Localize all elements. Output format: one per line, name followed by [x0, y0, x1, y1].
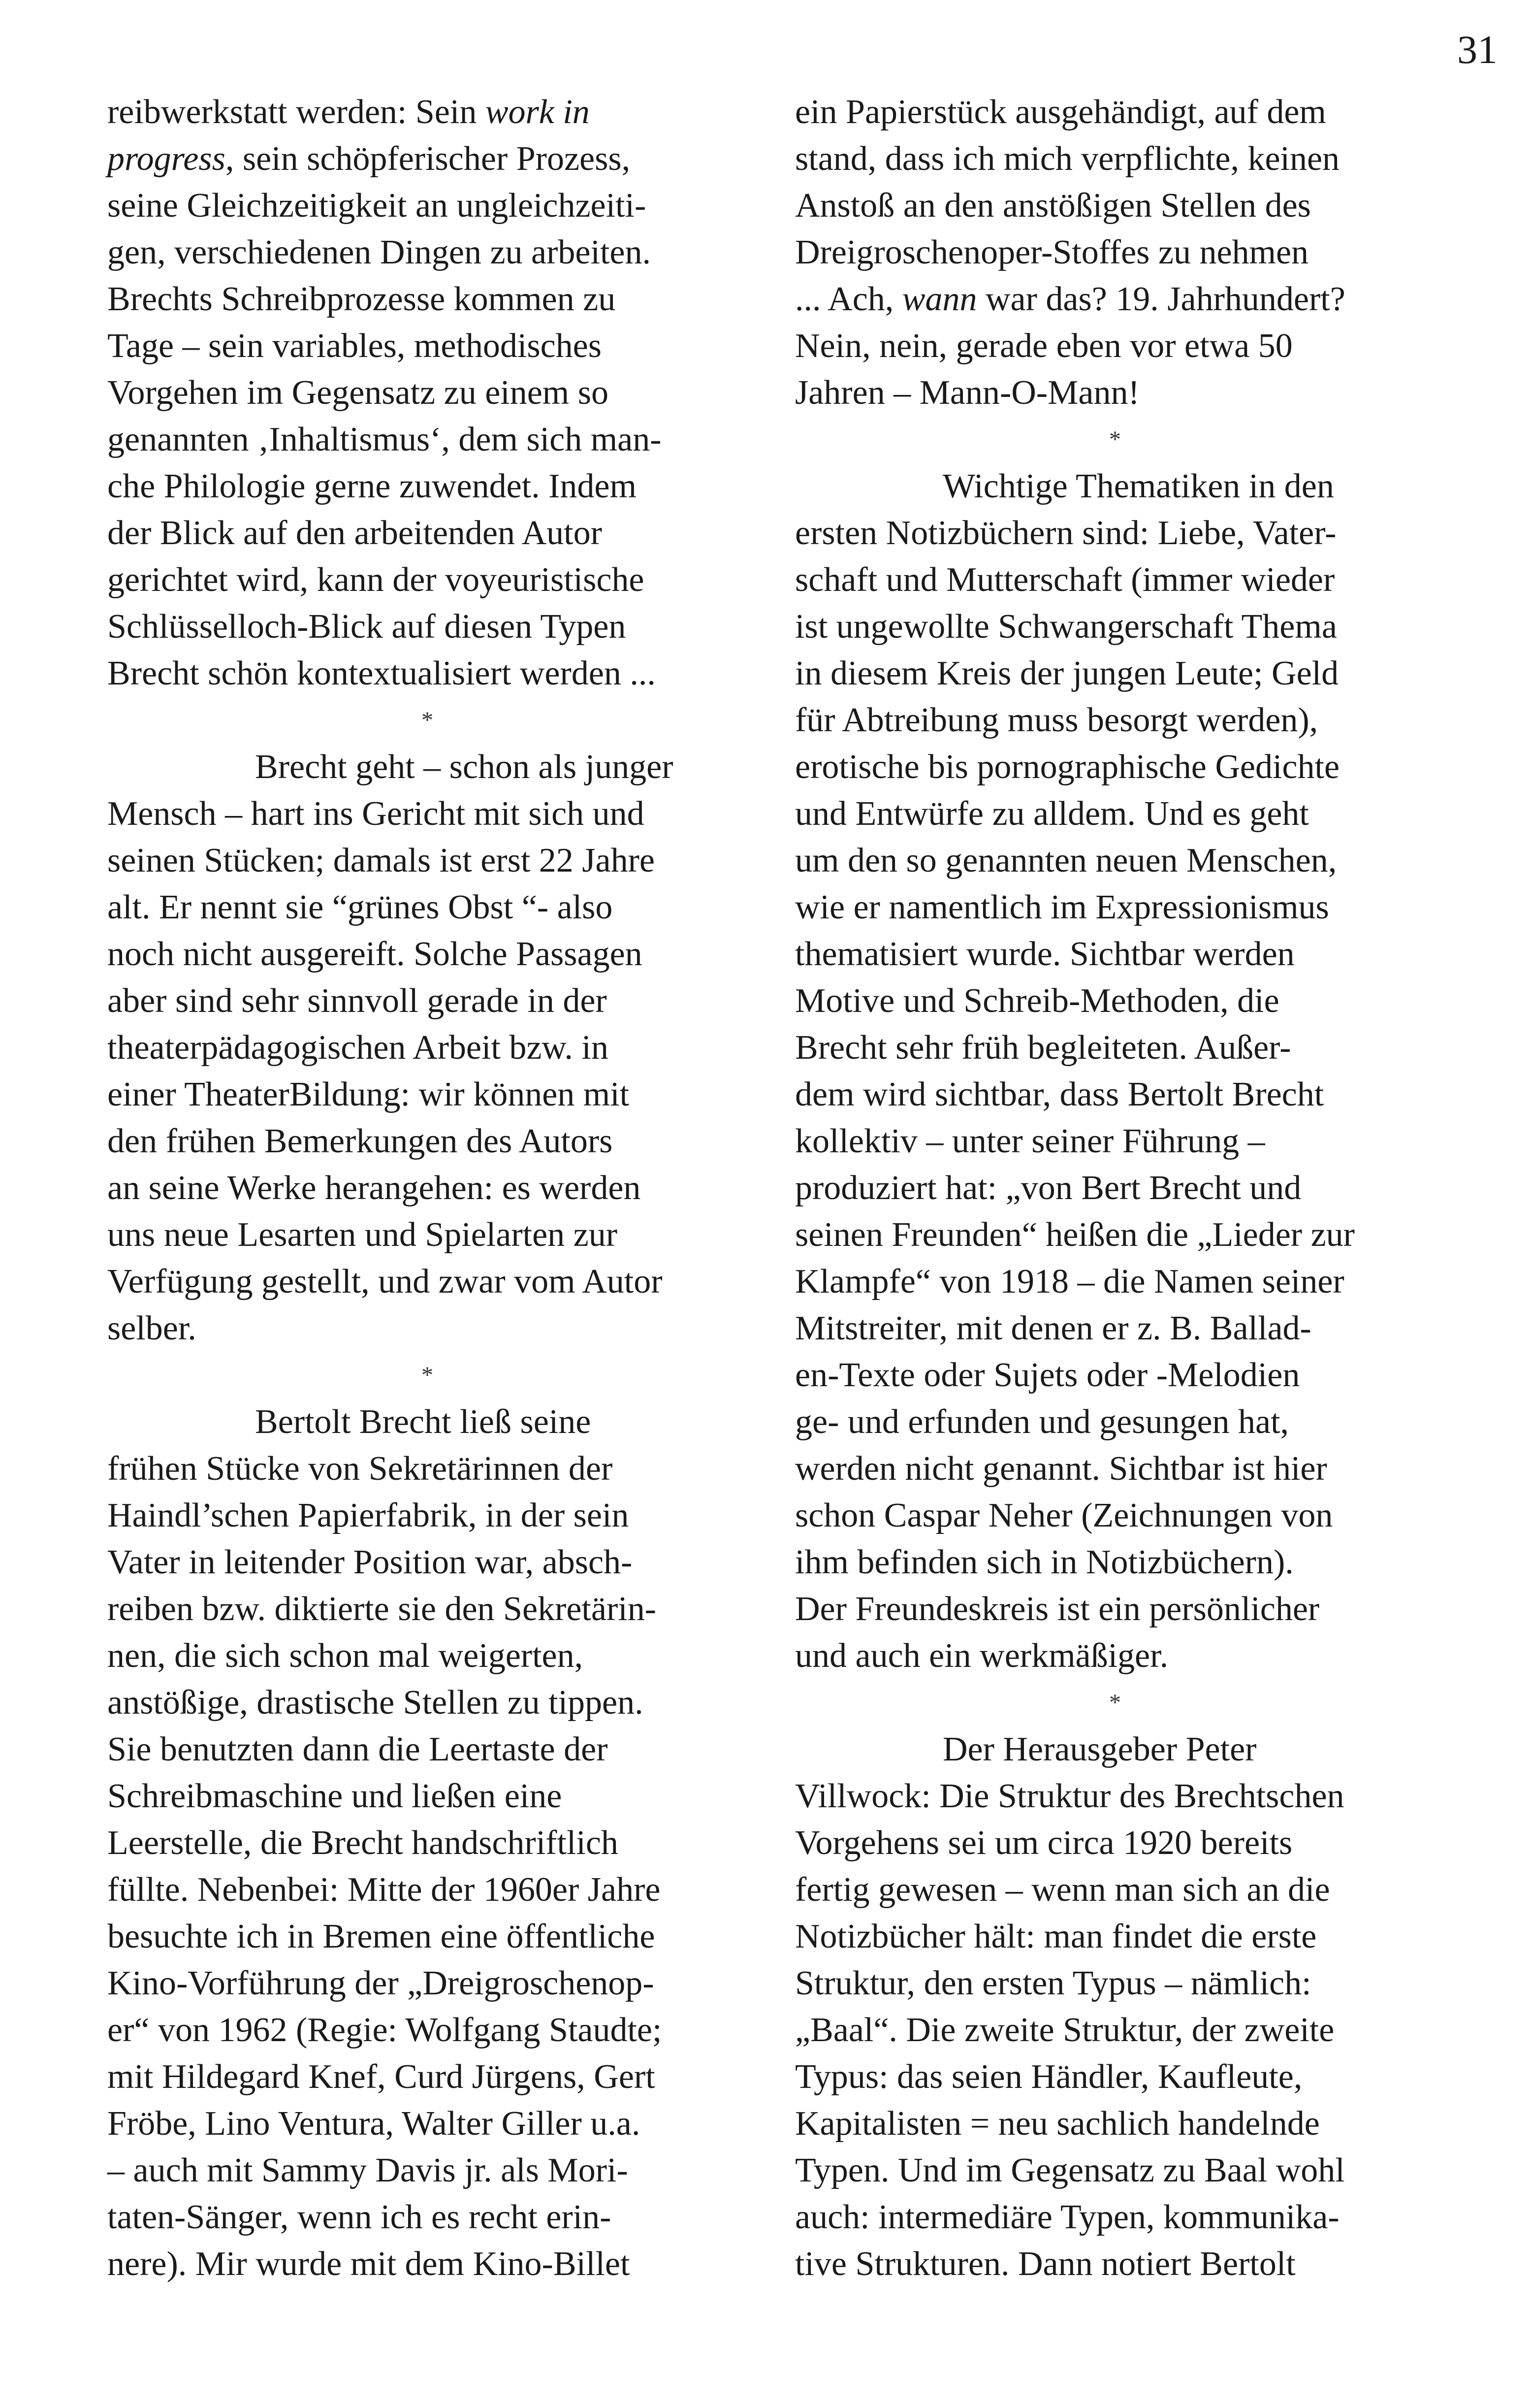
text-line — [795, 1024, 1435, 1071]
text-run: und auch ein werkmäßiger. — [795, 1637, 1169, 1675]
text-run: seinen Stücken; damals ist erst 22 Jahre — [107, 842, 655, 879]
text-run: anstößige, drastische Stellen zu tippen. — [107, 1684, 643, 1722]
text-run: Bertolt Brecht ließ seine — [255, 1403, 591, 1441]
text-line — [107, 1773, 747, 1820]
text-run: „Baal“. Die zweite Struktur, der zweite — [795, 2011, 1335, 2049]
section-separator-asterisk: * — [421, 707, 433, 733]
text-line — [107, 1492, 747, 1539]
text-run: taten-Sänger, wenn ich es recht erin- — [107, 2198, 611, 2236]
text-run: Fröbe, Lino Ventura, Walter Giller u.a. — [107, 2105, 640, 2143]
text-line — [795, 2241, 1435, 2287]
text-line — [795, 229, 1435, 276]
text-line — [795, 1632, 1435, 1679]
text-line — [107, 1399, 747, 1445]
text-line — [795, 1071, 1435, 1118]
text-line — [795, 1586, 1435, 1632]
text-run: theaterpädagogischen Arbeit bzw. in — [107, 1029, 608, 1067]
text-run: schaft und Mutterschaft (immer wieder — [795, 561, 1335, 599]
text-line — [107, 556, 747, 603]
text-run: noch nicht ausgereift. Solche Passagen — [107, 935, 642, 973]
text-run: erotische bis pornographische Gedichte — [795, 748, 1340, 786]
text-line — [795, 2053, 1435, 2100]
text-line — [795, 1726, 1435, 1773]
text-run: für Abtreibung muss besorgt werden), — [795, 701, 1318, 739]
text-run: Wichtige Thematiken in den — [943, 467, 1334, 505]
text-line — [107, 1118, 747, 1165]
text-run: thematisiert wurde. Sichtbar werden — [795, 935, 1295, 973]
text-line — [795, 1913, 1435, 1960]
text-run: schon Caspar Neher (Zeichnungen von — [795, 1497, 1333, 1534]
text-run: war das? 19. Jahrhundert? — [977, 280, 1345, 318]
text-line — [795, 837, 1435, 884]
text-run: ... Ach, — [795, 280, 902, 318]
text-run: Villwock: Die Struktur des Brechtschen — [795, 1777, 1344, 1815]
text-line — [795, 1866, 1435, 1913]
text-line — [107, 1820, 747, 1866]
text-line — [795, 790, 1435, 837]
text-line — [795, 2147, 1435, 2194]
text-run: auch: intermediäre Typen, kommunika- — [795, 2198, 1340, 2236]
text-run: Mitstreiter, mit denen er z. B. Ballad- — [795, 1309, 1311, 1347]
section-separator-asterisk: * — [1109, 1690, 1121, 1716]
text-line — [107, 884, 747, 931]
text-line — [107, 369, 747, 416]
text-run: er“ von 1962 (Regie: Wolfgang Staudte; — [107, 2011, 662, 2049]
text-line — [107, 2007, 747, 2053]
text-run: frühen Stücke von Sekretärinnen der — [107, 1450, 613, 1488]
text-line — [107, 1960, 747, 2007]
text-run: ihm befinden sich in Notizbüchern). — [795, 1543, 1294, 1581]
text-line — [795, 2194, 1435, 2241]
text-run: Vater in leitender Position war, absch- — [107, 1543, 633, 1581]
text-line — [107, 977, 747, 1024]
text-run: besuchte ich in Bremen eine öffentliche — [107, 1918, 655, 1955]
text-run: mit Hildegard Knef, Curd Jürgens, Gert — [107, 2058, 655, 2096]
text-run: fertig gewesen – wenn man sich an die — [795, 1871, 1330, 1909]
text-run: Der Herausgeber Peter — [943, 1730, 1257, 1768]
text-run: seinen Freunden“ heißen die „Lieder zur — [795, 1216, 1355, 1254]
text-line — [795, 1399, 1435, 1445]
text-line — [795, 369, 1435, 416]
text-line — [107, 790, 747, 837]
text-run: uns neue Lesarten und Spielarten zur — [107, 1216, 618, 1254]
text-line — [107, 2241, 747, 2287]
text-run: en-Texte oder Sujets oder -Melodien — [795, 1356, 1300, 1394]
text-line — [795, 1960, 1435, 2007]
section-separator-asterisk: * — [1109, 426, 1121, 453]
text-run: Dreigroschenoper-Stoffes zu nehmen — [795, 233, 1309, 271]
text-run: Vorgehens sei um circa 1920 bereits — [795, 1824, 1293, 1862]
text-run: selber. — [107, 1309, 196, 1347]
text-run: Notizbücher hält: man findet die erste — [795, 1918, 1317, 1955]
text-run: füllte. Nebenbei: Mitte der 1960er Jahre — [107, 1871, 661, 1909]
italic-text: work in — [485, 93, 590, 131]
text-line — [107, 931, 747, 977]
text-line — [795, 931, 1435, 977]
text-line — [795, 603, 1435, 650]
text-run: Anstoß an den anstößigen Stellen des — [795, 187, 1311, 225]
text-line — [107, 1866, 747, 1913]
text-line — [795, 556, 1435, 603]
text-line — [795, 135, 1435, 182]
text-line — [107, 603, 747, 650]
text-run: werden nicht genannt. Sichtbar ist hier — [795, 1450, 1327, 1488]
text-run: Mensch – hart ins Gericht mit sich und — [107, 795, 644, 833]
text-line — [107, 1586, 747, 1632]
text-line — [795, 697, 1435, 744]
text-line — [795, 977, 1435, 1024]
text-run: aber sind sehr sinnvoll gerade in der — [107, 982, 607, 1020]
text-line — [107, 650, 747, 697]
text-line — [795, 884, 1435, 931]
text-run: einer TheaterBildung: wir können mit — [107, 1075, 630, 1113]
text-line — [107, 229, 747, 276]
text-run: Leerstelle, die Brecht handschriftlich — [107, 1824, 618, 1862]
text-line — [795, 2007, 1435, 2053]
text-run: Haindl’schen Papierfabrik, in der sein — [107, 1497, 629, 1534]
text-run: Schlüsselloch-Blick auf diesen Typen — [107, 608, 626, 646]
text-line — [107, 837, 747, 884]
text-line — [795, 1258, 1435, 1305]
text-line — [107, 323, 747, 369]
text-run: und Entwürfe zu alldem. Und es geht — [795, 795, 1309, 833]
text-run: an seine Werke herangehen: es werden — [107, 1169, 641, 1207]
text-run: gerichtet wird, kann der voyeuristische — [107, 561, 644, 599]
text-line — [795, 323, 1435, 369]
text-run: reibwerkstatt werden: Sein — [107, 93, 485, 131]
text-run: kollektiv – unter seiner Führung – — [795, 1122, 1265, 1160]
text-line — [795, 182, 1435, 229]
text-line — [107, 1071, 747, 1118]
text-run: Motive und Schreib-Methoden, die — [795, 982, 1279, 1020]
text-line — [795, 1539, 1435, 1586]
text-run: gen, verschiedenen Dingen zu arbeiten. — [107, 233, 651, 271]
text-run: Jahren – Mann-O-Mann! — [795, 374, 1140, 412]
text-line — [795, 1445, 1435, 1492]
text-line — [795, 510, 1435, 556]
italic-text: progress — [107, 140, 225, 178]
text-run: Typen. Und im Gegensatz zu Baal wohl — [795, 2151, 1345, 2189]
text-run: um den so genannten neuen Menschen, — [795, 842, 1337, 879]
text-line — [795, 1492, 1435, 1539]
text-line — [795, 744, 1435, 790]
text-line — [107, 2053, 747, 2100]
text-line — [795, 1773, 1435, 1820]
text-line — [795, 1211, 1435, 1258]
text-line — [107, 1539, 747, 1586]
text-run: seine Gleichzeitigkeit an ungleichzeiti- — [107, 187, 646, 225]
text-line — [107, 463, 747, 510]
text-run: Typus: das seien Händler, Kaufleute, — [795, 2058, 1303, 2096]
text-line — [107, 1305, 747, 1352]
left-text-column — [107, 89, 747, 2287]
text-run: Brecht schön kontextualisiert werden ... — [107, 654, 656, 692]
text-line — [107, 744, 747, 790]
text-line — [107, 1258, 747, 1305]
text-run: Vorgehen im Gegensatz zu einem so — [107, 374, 608, 412]
text-run: wie er namentlich im Expressionismus — [795, 888, 1329, 926]
text-run: Tage – sein variables, methodisches — [107, 327, 602, 365]
text-line — [795, 1118, 1435, 1165]
text-line — [795, 463, 1435, 510]
text-line — [795, 276, 1435, 323]
text-run: Klampfe“ von 1918 – die Namen seiner — [795, 1263, 1344, 1301]
page-number: 31 — [1457, 27, 1498, 72]
text-line — [107, 2100, 747, 2147]
text-run: ist ungewollte Schwangerschaft Thema — [795, 608, 1337, 646]
text-run: Der Freundeskreis ist ein persönlicher — [795, 1590, 1320, 1628]
italic-text: wann — [902, 280, 977, 318]
text-line — [107, 1165, 747, 1211]
text-run: in diesem Kreis der jungen Leute; Geld — [795, 654, 1339, 692]
right-text-column — [795, 89, 1435, 2287]
text-line — [107, 182, 747, 229]
text-line — [107, 1726, 747, 1773]
text-run: Kapitalisten = neu sachlich handelnde — [795, 2105, 1320, 2143]
text-line — [107, 135, 747, 182]
text-line — [107, 2194, 747, 2241]
text-run: Nein, nein, gerade eben vor etwa 50 — [795, 327, 1293, 365]
text-run: ersten Notizbüchern sind: Liebe, Vater- — [795, 514, 1337, 552]
text-line — [795, 1352, 1435, 1399]
text-line — [107, 510, 747, 556]
text-run: Verfügung gestellt, und zwar vom Autor — [107, 1263, 663, 1301]
text-line — [107, 2147, 747, 2194]
text-run: Sie benutzten dann die Leertaste der — [107, 1730, 608, 1768]
text-line — [107, 276, 747, 323]
text-line — [107, 416, 747, 463]
text-run: – auch mit Sammy Davis jr. als Mori- — [107, 2151, 628, 2189]
text-run: reiben bzw. diktierte sie den Sekretärin- — [107, 1590, 657, 1628]
text-run: , sein schöpferischer Prozess, — [225, 140, 631, 178]
section-separator-asterisk: * — [421, 1362, 433, 1388]
text-run: dem wird sichtbar, dass Bertolt Brecht — [795, 1075, 1324, 1113]
text-run: tive Strukturen. Dann notiert Bertolt — [795, 2245, 1296, 2283]
text-line — [107, 1913, 747, 1960]
text-run: nen, die sich schon mal weigerten, — [107, 1637, 583, 1675]
text-run: der Blick auf den arbeitenden Autor — [107, 514, 602, 552]
text-line — [107, 1632, 747, 1679]
text-run: Brecht sehr früh begleiteten. Außer- — [795, 1029, 1291, 1067]
text-line — [107, 1445, 747, 1492]
text-line — [795, 1305, 1435, 1352]
text-run: stand, dass ich mich verpflichte, keinen — [795, 140, 1340, 178]
text-run: Brechts Schreibprozesse kommen zu — [107, 280, 616, 318]
text-line — [107, 1211, 747, 1258]
text-run: genannten ‚Inhaltismus‘, dem sich man- — [107, 421, 662, 458]
text-line — [795, 2100, 1435, 2147]
text-run: Kino-Vorführung der „Dreigroschenop- — [107, 1964, 654, 2002]
text-line — [107, 89, 747, 135]
text-line — [795, 650, 1435, 697]
text-run: produziert hat: „von Bert Brecht und — [795, 1169, 1302, 1207]
text-run: den frühen Bemerkungen des Autors — [107, 1122, 613, 1160]
text-run: Schreibmaschine und ließen eine — [107, 1777, 562, 1815]
text-run: che Philologie gerne zuwendet. Indem — [107, 467, 637, 505]
text-line — [795, 1165, 1435, 1211]
text-line — [795, 89, 1435, 135]
text-run: Brecht geht – schon als junger — [255, 748, 673, 786]
text-line — [107, 1679, 747, 1726]
text-run: ein Papierstück ausgehändigt, auf dem — [795, 93, 1326, 131]
text-run: nere). Mir wurde mit dem Kino-Billet — [107, 2245, 630, 2283]
text-run: Struktur, den ersten Typus – nämlich: — [795, 1964, 1311, 2002]
text-run: alt. Er nennt sie “grünes Obst “- also — [107, 888, 613, 926]
text-line — [795, 1820, 1435, 1866]
text-line — [107, 1024, 747, 1071]
text-run: ge- und erfunden und gesungen hat, — [795, 1403, 1289, 1441]
